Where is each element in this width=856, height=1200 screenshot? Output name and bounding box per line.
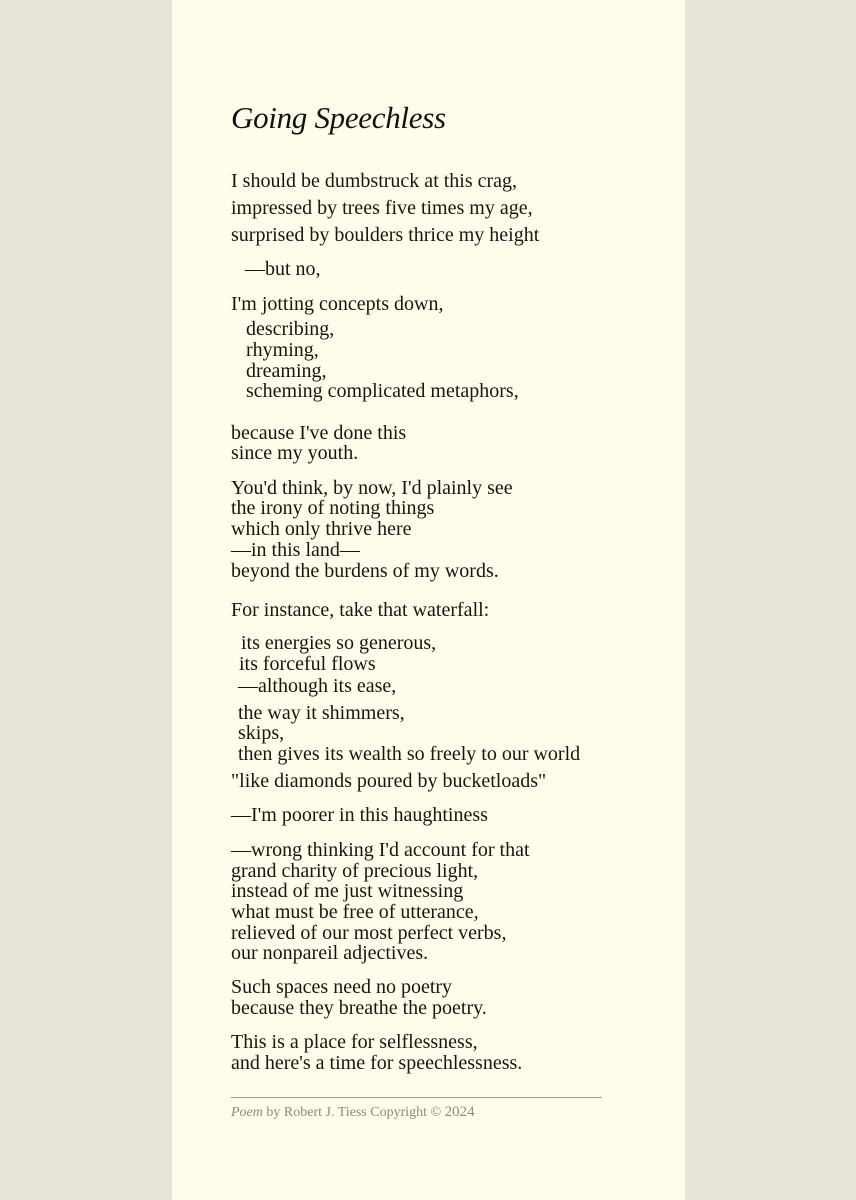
poem-line: —although its ease, <box>238 675 397 697</box>
poem-line: since my youth. <box>231 442 359 464</box>
poem-line: beyond the burdens of my words. <box>231 560 499 582</box>
poem-line: scheming complicated metaphors, <box>246 380 519 402</box>
poem-title: Going Speechless <box>231 100 446 135</box>
poem-line: —in this land— <box>231 539 360 561</box>
poem-line: skips, <box>238 722 285 744</box>
poem-line: because I've done this <box>231 422 407 444</box>
poem-line: because they breathe the poetry. <box>231 997 487 1019</box>
poem-line: For instance, take that waterfall: <box>231 599 490 621</box>
poem-line: Such spaces need no poetry <box>231 976 453 998</box>
poem-line: —I'm poorer in this haughtiness <box>231 804 488 826</box>
poem-line: grand charity of precious light, <box>231 860 479 882</box>
poem-line: the way it shimmers, <box>238 702 405 724</box>
copyright-symbol: © <box>430 1105 442 1120</box>
footer-credit <box>231 1104 475 1121</box>
poem-line: I'm jotting concepts down, <box>231 293 444 315</box>
footer-author: by Robert J. Tiess Copyright <box>262 1105 431 1120</box>
poem-line: then gives its wealth so freely to our world <box>238 743 581 765</box>
poem-line: our nonpareil adjectives. <box>231 942 429 964</box>
poem-line: what must be free of utterance, <box>231 901 479 923</box>
poem-line: You'd think, by now, I'd plainly see <box>231 477 513 499</box>
copyright-year: 2024 <box>444 1104 475 1120</box>
poem-line: —wrong thinking I'd account for that <box>231 839 530 861</box>
poem-line: and here's a time for speechlessness. <box>231 1052 523 1074</box>
poem-line: the irony of noting things <box>231 497 435 519</box>
poem-line: rhyming, <box>246 339 319 361</box>
poem-line: its energies so generous, <box>241 632 437 654</box>
poem-line: impressed by trees five times my age, <box>231 197 533 219</box>
poem-line: "like diamonds poured by bucketloads" <box>231 770 547 792</box>
poem-line: describing, <box>246 318 335 340</box>
poem-line: surprised by boulders thrice my height <box>231 224 540 246</box>
poem-line: relieved of our most perfect verbs, <box>231 922 507 944</box>
poem-line: —but no, <box>245 258 321 280</box>
poem-line: its forceful flows <box>239 653 376 675</box>
footer-divider <box>231 1097 602 1098</box>
poem-line: dreaming, <box>246 360 327 382</box>
footer-poem-word: Poem <box>231 1105 263 1120</box>
poem-line: This is a place for selflessness, <box>231 1031 478 1053</box>
poem-line: I should be dumbstruck at this crag, <box>231 170 518 192</box>
poem-line: instead of me just witnessing <box>231 880 464 902</box>
poem-line: which only thrive here <box>231 518 412 540</box>
